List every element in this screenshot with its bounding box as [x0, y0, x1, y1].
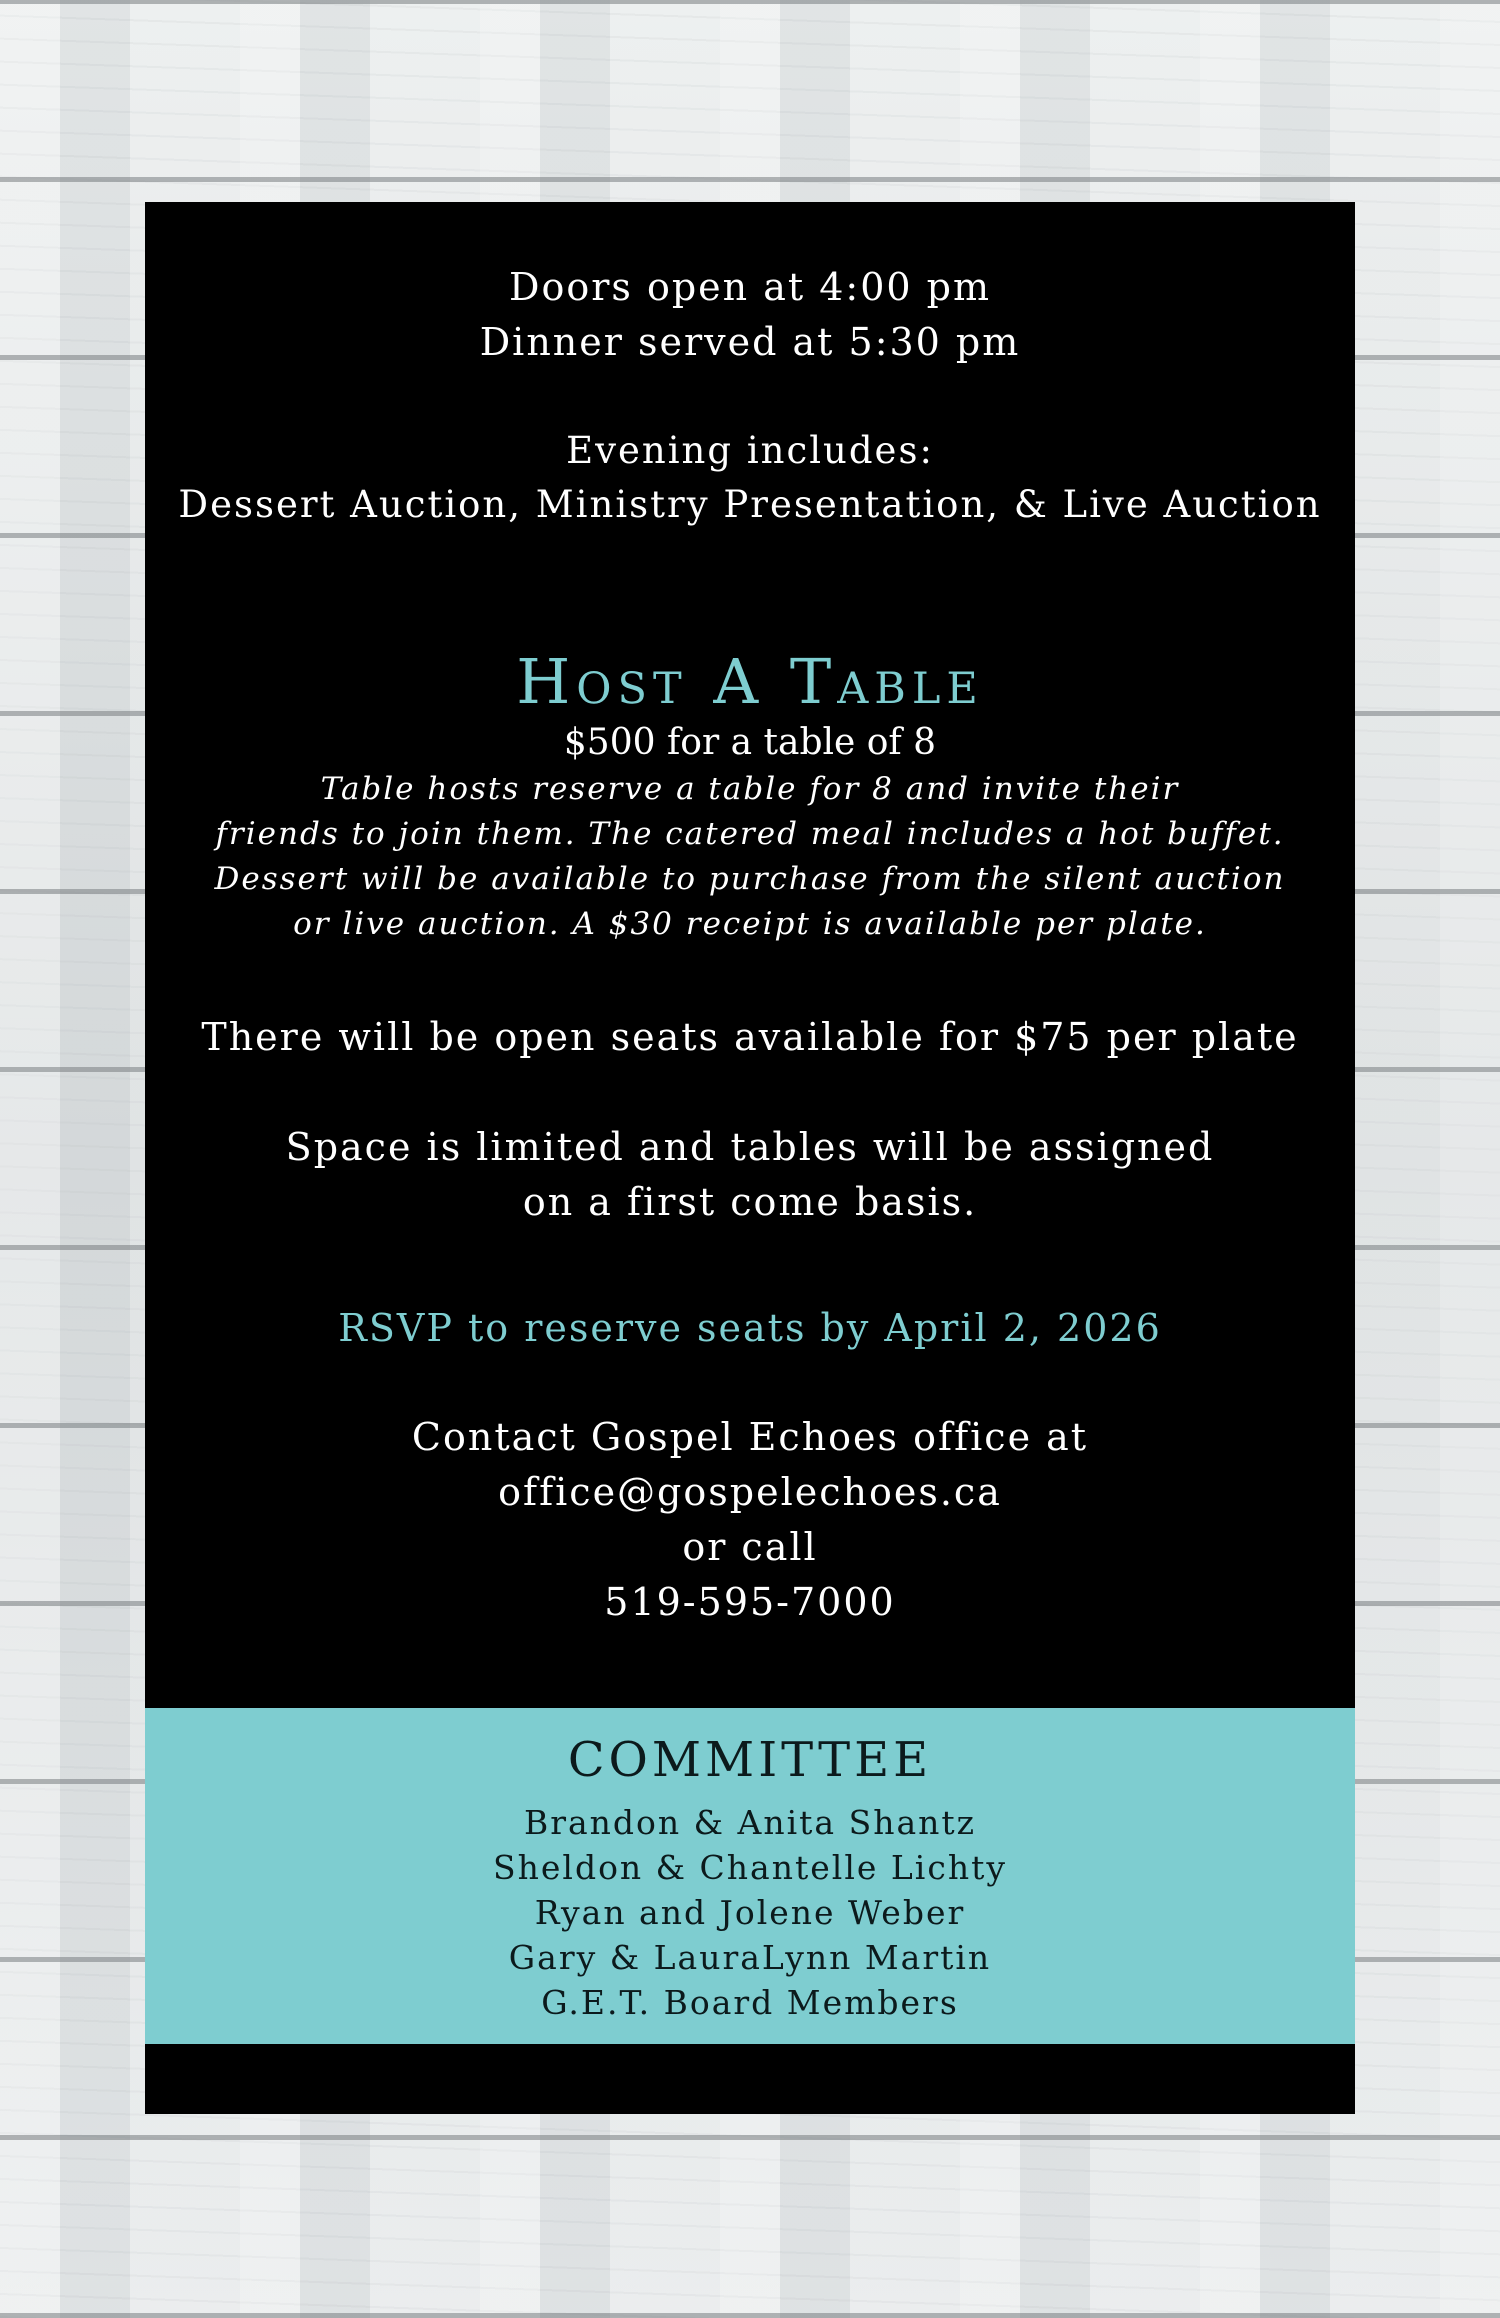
- event-card: [145, 202, 1355, 2114]
- evening-includes-heading: Evening includes:: [566, 429, 934, 472]
- contact-or-call: or call: [682, 1525, 818, 1569]
- committee-member: G.E.T. Board Members: [541, 1983, 959, 2022]
- host-table-description: [145, 767, 1355, 947]
- contact-block: [145, 1410, 1355, 1630]
- committee-member: Sheldon & Chantelle Lichty: [493, 1848, 1007, 1887]
- doors-open-text: Doors open at 4:00 pm: [509, 265, 991, 309]
- evening-includes-items: Dessert Auction, Ministry Presentation, & Live Auction: [178, 483, 1322, 526]
- committee-panel: [145, 1708, 1355, 2044]
- dinner-served-text: Dinner served at 5:30 pm: [479, 320, 1021, 364]
- committee-list: [145, 1800, 1355, 2025]
- host-desc-line: or live auction. A $30 receipt is available per plate.: [293, 906, 1207, 942]
- host-desc-line: friends to join them. The catered meal includes a hot buffet.: [215, 816, 1285, 852]
- committee-title: COMMITTEE: [567, 1732, 933, 1788]
- space-limited-text: Space is limited and tables will be assigned on a first come basis.: [285, 1125, 1215, 1224]
- committee-member: Ryan and Jolene Weber: [534, 1893, 966, 1932]
- schedule-block: [145, 260, 1355, 370]
- host-desc-line: Dessert will be available to purchase from the silent auction: [214, 861, 1286, 897]
- committee-member: Gary & LauraLynn Martin: [508, 1938, 992, 1977]
- committee-member: Brandon & Anita Shantz: [523, 1803, 977, 1842]
- contact-email-link[interactable]: office@gospelechoes.ca: [498, 1470, 1002, 1514]
- host-table-title: Host A Table: [516, 645, 984, 718]
- rsvp-text: RSVP to reserve seats by April 2, 2026: [338, 1306, 1162, 1350]
- contact-intro: Contact Gospel Echoes office at: [411, 1415, 1089, 1459]
- contact-phone-link[interactable]: 519-595-7000: [604, 1580, 896, 1624]
- open-seats-text: There will be open seats available for $75 per plate: [201, 1015, 1299, 1059]
- host-desc-line: Table hosts reserve a table for 8 and invite their: [320, 771, 1180, 807]
- evening-includes-block: [145, 424, 1355, 532]
- host-table-price: $500 for a table of 8: [563, 722, 937, 763]
